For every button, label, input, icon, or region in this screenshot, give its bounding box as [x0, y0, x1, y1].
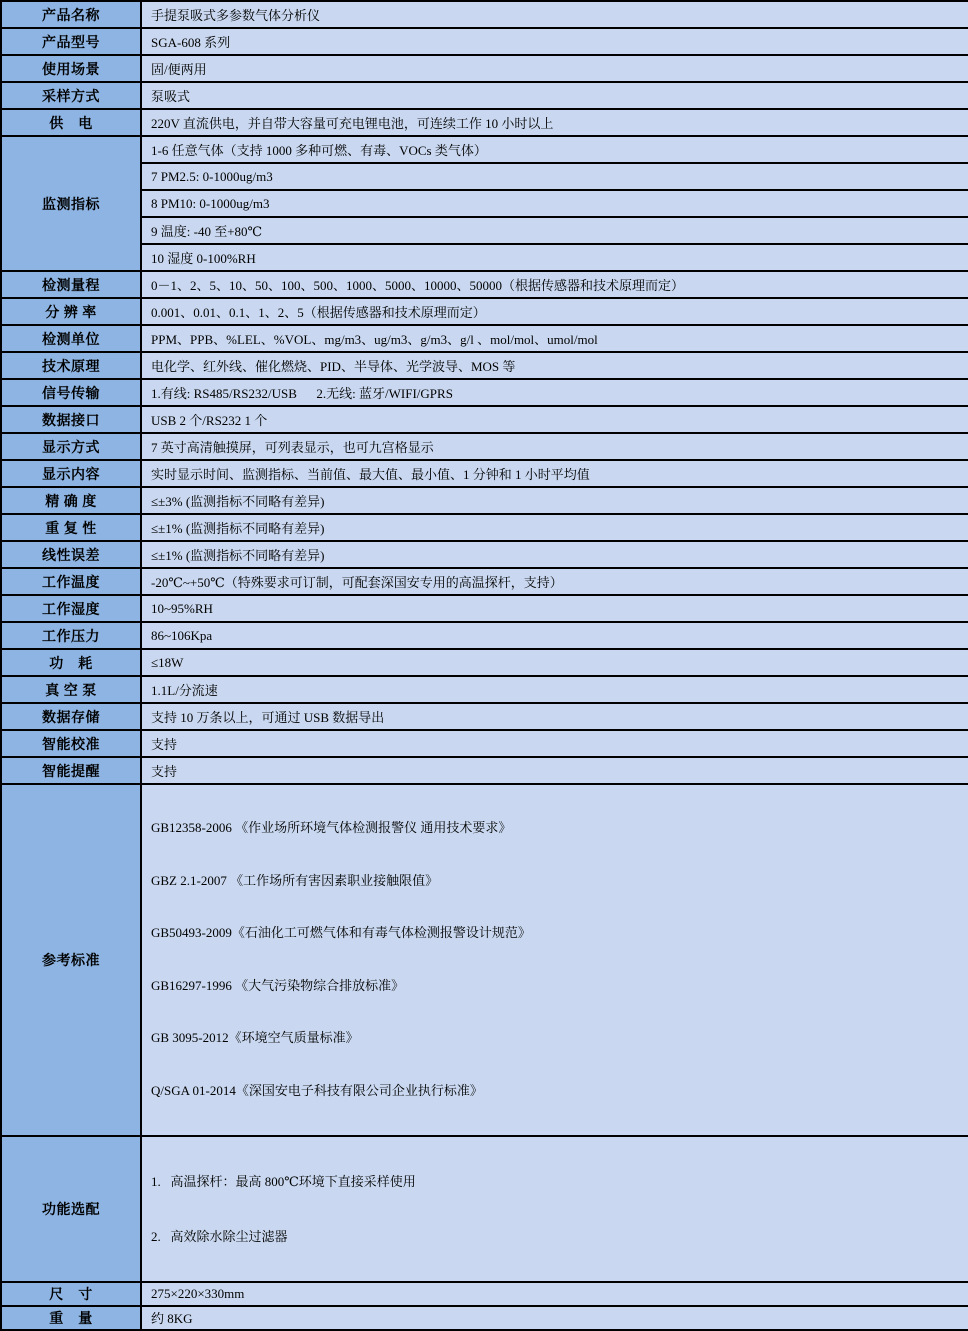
spec-row-accuracy [1, 487, 968, 514]
spec-row-monitor-indicators [1, 136, 968, 163]
standard-line: GB12358-2006 《作业场所环境气体检测报警仪 通用技术要求》 [151, 820, 512, 835]
spec-subrow-humidity [1, 244, 968, 271]
spec-row-display-mode [1, 433, 968, 460]
row-label: 数据存储 [1, 703, 141, 730]
row-label: 尺 寸 [1, 1282, 141, 1306]
spec-row-working-humidity [1, 595, 968, 622]
row-label: 显示内容 [1, 460, 141, 487]
spec-row-power-supply [1, 109, 968, 136]
row-label: 分 辨 率 [1, 298, 141, 325]
row-value: 1-6 任意气体（支持 1000 多种可燃、有毒、VOCs 类气体） [141, 136, 968, 163]
row-value: 电化学、红外线、催化燃烧、PID、半导体、光学波导、MOS 等 [141, 352, 968, 379]
row-value: 0－1、2、5、10、50、100、500、1000、5000、10000、50000（根据传感器和技术原理而定） [141, 271, 968, 298]
row-label: 产品型号 [1, 28, 141, 55]
row-value: 实时显示时间、监测指标、当前值、最大值、最小值、1 分钟和 1 小时平均值 [141, 460, 968, 487]
row-value: 支持 [141, 730, 968, 757]
option-line: 1. 高温探杆：最高 800℃环境下直接采样使用 [151, 1173, 416, 1189]
row-label: 重 复 性 [1, 514, 141, 541]
row-value: 泵吸式 [141, 82, 968, 109]
spec-row-dimensions [1, 1282, 968, 1306]
spec-row-power-consumption [1, 649, 968, 676]
row-label: 工作压力 [1, 622, 141, 649]
row-value: 支持 [141, 757, 968, 784]
spec-row-reference-standards [1, 784, 968, 1136]
standard-line: GB16297-1996 《大气污染物综合排放标准》 [151, 977, 405, 993]
row-value: ≤±3% (监测指标不同略有差异) [141, 487, 968, 514]
spec-row-product-name [1, 1, 968, 28]
row-label: 智能提醒 [1, 757, 141, 784]
row-value: PPM、PPB、%LEL、%VOL、mg/m3、ug/m3、g/m3、g/l 、mol/mol、umol/mol [141, 325, 968, 352]
row-value: 手提泵吸式多参数气体分析仪 [141, 1, 968, 28]
row-value [141, 784, 968, 1136]
row-label: 工作湿度 [1, 595, 141, 622]
row-value: ≤±1% (监测指标不同略有差异) [141, 541, 968, 568]
row-label: 产品名称 [1, 1, 141, 28]
row-value: 7 PM2.5: 0-1000ug/m3 [141, 163, 968, 190]
row-label: 智能校准 [1, 730, 141, 757]
spec-row-resolution [1, 298, 968, 325]
row-label: 真 空 泵 [1, 676, 141, 703]
row-label: 数据接口 [1, 406, 141, 433]
row-value: SGA-608 系列 [141, 28, 968, 55]
row-value: 10~95%RH [141, 595, 968, 622]
row-value: ≤±1% (监测指标不同略有差异) [141, 514, 968, 541]
row-label: 功能选配 [1, 1136, 141, 1282]
row-value: 9 温度: -40 至+80℃ [141, 217, 968, 244]
row-label: 功 耗 [1, 649, 141, 676]
row-value: 固/便两用 [141, 55, 968, 82]
row-value: USB 2 个/RS232 1 个 [141, 406, 968, 433]
spec-row-working-pressure [1, 622, 968, 649]
spec-row-data-storage [1, 703, 968, 730]
spec-row-signal-transmission [1, 379, 968, 406]
row-value: 7 英寸高清触摸屏，可列表显示，也可九宫格显示 [141, 433, 968, 460]
standard-line: GBZ 2.1-2007 《工作场所有害因素职业接触限值》 [151, 872, 439, 888]
spec-row-vacuum-pump [1, 676, 968, 703]
row-value: 10 湿度 0-100%RH [141, 244, 968, 271]
spec-subrow-temperature [1, 217, 968, 244]
spec-row-detection-range [1, 271, 968, 298]
standard-line: GB 3095-2012《环境空气质量标准》 [151, 1030, 359, 1046]
spec-row-units [1, 325, 968, 352]
spec-row-display-content [1, 460, 968, 487]
row-label: 供 电 [1, 109, 141, 136]
row-value: 0.001、0.01、0.1、1、2、5（根据传感器和技术原理而定） [141, 298, 968, 325]
spec-row-weight [1, 1306, 968, 1330]
row-label: 精 确 度 [1, 487, 141, 514]
row-value: 220V 直流供电，并自带大容量可充电锂电池，可连续工作 10 小时以上 [141, 109, 968, 136]
row-label: 技术原理 [1, 352, 141, 379]
row-value: -20℃~+50℃（特殊要求可订制，可配套深国安专用的高温探杆，支持） [141, 568, 968, 595]
row-value: 1.1L/分流速 [141, 676, 968, 703]
row-value [141, 1136, 968, 1282]
row-value: 275×220×330mm [141, 1282, 968, 1306]
spec-row-working-temperature [1, 568, 968, 595]
spec-row-data-interface [1, 406, 968, 433]
spec-row-technology [1, 352, 968, 379]
row-label: 显示方式 [1, 433, 141, 460]
spec-row-smart-calibration [1, 730, 968, 757]
row-value: 1.有线: RS485/RS232/USB 2.无线: 蓝牙/WIFI/GPRS [141, 379, 968, 406]
spec-row-optional-features [1, 1136, 968, 1282]
spec-row-model [1, 28, 968, 55]
spec-row-usage-scene [1, 55, 968, 82]
row-label: 采样方式 [1, 82, 141, 109]
standard-line: Q/SGA 01-2014《深国安电子科技有限公司企业执行标准》 [151, 1082, 483, 1098]
row-label: 检测量程 [1, 271, 141, 298]
option-line: 2. 高效除水除尘过滤器 [151, 1228, 288, 1244]
row-label: 监测指标 [1, 136, 141, 271]
row-label: 工作温度 [1, 568, 141, 595]
row-label: 参考标准 [1, 784, 141, 1136]
row-label: 信号传输 [1, 379, 141, 406]
spec-row-repeatability [1, 514, 968, 541]
spec-subrow-pm25 [1, 163, 968, 190]
row-value: 支持 10 万条以上，可通过 USB 数据导出 [141, 703, 968, 730]
row-value: 86~106Kpa [141, 622, 968, 649]
row-label: 重 量 [1, 1306, 141, 1330]
spec-subrow-pm10 [1, 190, 968, 217]
spec-row-linearity-error [1, 541, 968, 568]
row-label: 使用场景 [1, 55, 141, 82]
row-value: 约 8KG [141, 1306, 968, 1330]
row-value: 8 PM10: 0-1000ug/m3 [141, 190, 968, 217]
row-value: ≤18W [141, 649, 968, 676]
row-label: 检测单位 [1, 325, 141, 352]
spec-row-smart-reminder [1, 757, 968, 784]
row-label: 线性误差 [1, 541, 141, 568]
spec-row-sampling-method [1, 82, 968, 109]
standard-line: GB50493-2009《石油化工可燃气体和有毒气体检测报警设计规范》 [151, 925, 531, 941]
